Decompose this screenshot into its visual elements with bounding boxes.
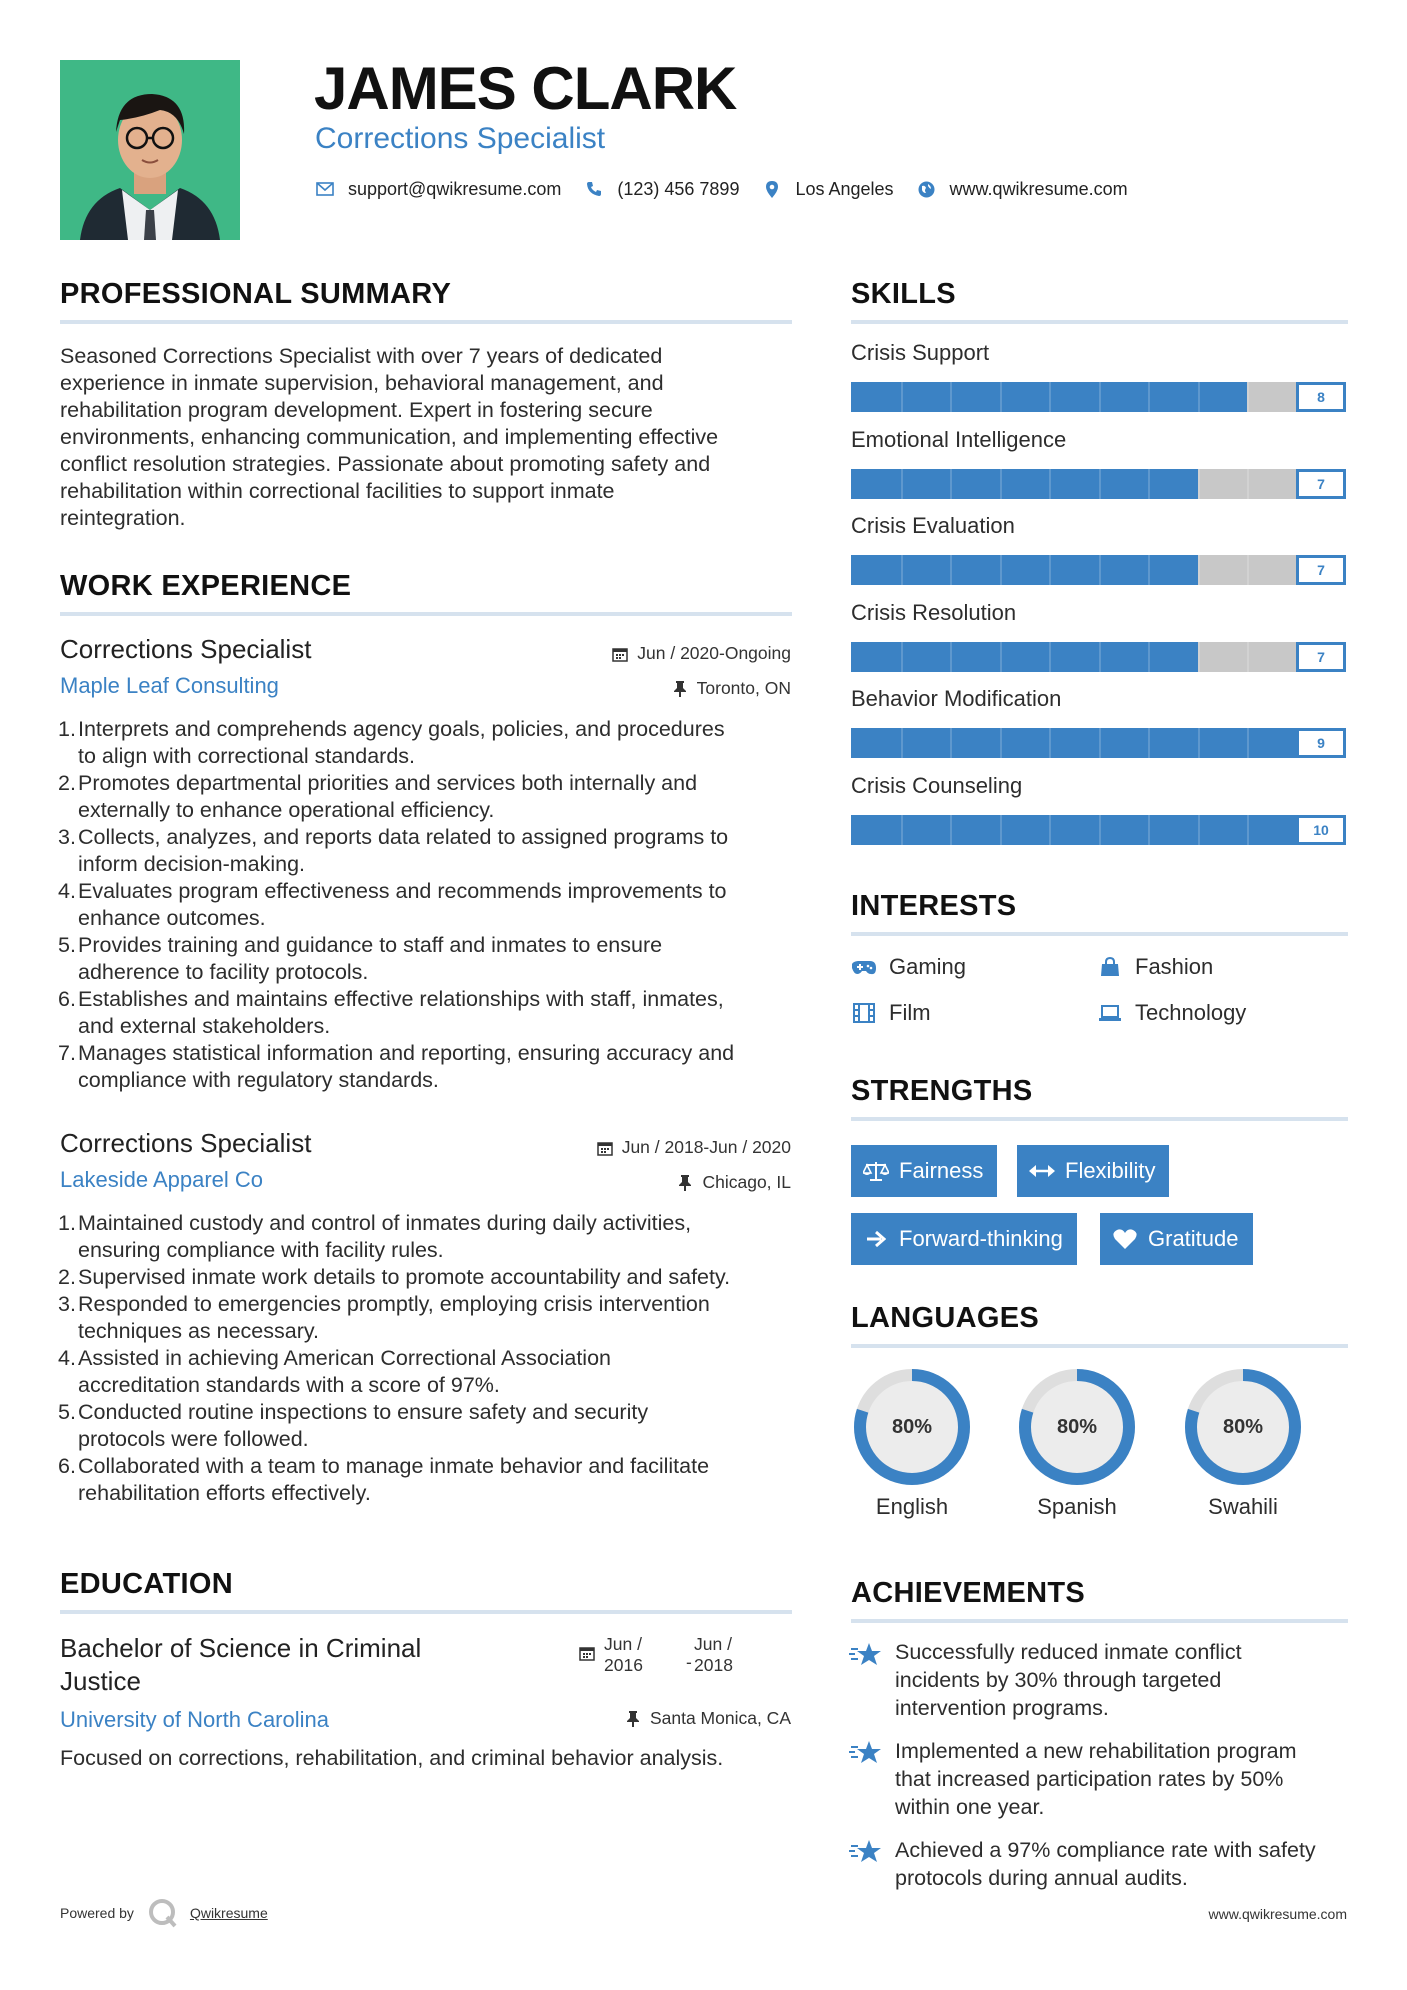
experience-heading: WORK EXPERIENCE: [60, 570, 352, 602]
strengths-heading: STRENGTHS: [851, 1075, 1033, 1107]
duty-line: Establishes and maintains effective relationships with staff, inmates,: [78, 987, 724, 1011]
skill-name: Crisis Evaluation: [851, 513, 1015, 538]
summary-line: Seasoned Corrections Specialist with over 7 years of dedicated: [60, 344, 663, 368]
skill-bar-divider: [1000, 469, 1002, 499]
languages-rule: [851, 1344, 1348, 1348]
skill-bar-divider: [1198, 728, 1200, 758]
skill-bar-divider: [1000, 555, 1002, 585]
film-icon: [851, 1002, 877, 1024]
job-title: Corrections Specialist: [60, 634, 312, 664]
skill-bar-divider: [1247, 382, 1249, 412]
duty-line: Manages statistical information and reporting, ensuring accuracy and: [78, 1041, 735, 1065]
duty-line: rehabilitation efforts effectively.: [78, 1481, 371, 1505]
trophy-star-icon: [849, 1739, 883, 1769]
skill-bar-divider: [1099, 728, 1101, 758]
skill-name: Emotional Intelligence: [851, 426, 1067, 452]
education-description: Focused on corrections, rehabilitation, and criminal behavior analysis.: [60, 1746, 724, 1770]
laptop-icon: [1097, 1002, 1123, 1024]
duty-line: compliance with regulatory standards.: [78, 1068, 439, 1092]
skill-bar-divider: [1049, 555, 1051, 585]
achievement-line: Achieved a 97% compliance rate with safety: [895, 1838, 1316, 1862]
candidate-role: Corrections Specialist: [315, 122, 606, 155]
achievement-line: protocols during annual audits.: [895, 1866, 1188, 1890]
qwikresume-logo-icon: [148, 1898, 178, 1928]
skill-bar-divider: [1198, 382, 1200, 412]
achievement-line: that increased participation rates by 50%: [895, 1767, 1284, 1791]
summary-text: [60, 343, 800, 532]
globe-icon: [916, 178, 938, 200]
list-item: 6. Establishes and maintains effective relationships with staff, inmates, and external stakeholders.: [78, 986, 800, 1040]
summary-rule: [60, 320, 792, 324]
pushpin-icon: [676, 1174, 694, 1192]
job-date-text: Jun / 2020-Ongoing: [637, 643, 791, 663]
skill-bar-divider: [950, 382, 952, 412]
skill-bar-divider: [1049, 469, 1051, 499]
skill-bar-divider: [1198, 555, 1200, 585]
language-item: [1182, 1366, 1304, 1520]
interest-label: Gaming: [889, 954, 967, 979]
skill-bar-divider: [1049, 642, 1051, 672]
list-item: 5. Conducted routine inspections to ensure safety and security protocols were followed.: [78, 1399, 800, 1453]
skill-bar-divider: [1247, 555, 1249, 585]
skill-bar-divider: [1148, 469, 1150, 499]
skill-bar-divider: [1148, 555, 1150, 585]
pushpin-icon: [624, 1710, 642, 1728]
skill-bar-divider: [1148, 642, 1150, 672]
list-item: 4. Evaluates program effectiveness and recommends improvements to enhance outcomes.: [78, 878, 800, 932]
start-year: 2016: [604, 1655, 643, 1675]
skill-name: Behavior Modification: [851, 686, 1062, 711]
skills-rule: [851, 320, 1348, 324]
language-item: [851, 1366, 973, 1520]
skill-bar-divider: [1247, 642, 1249, 672]
list-item: 7. Manages statistical information and reporting, ensuring accuracy and compliance with regulatory standards.: [78, 1040, 800, 1094]
skill-bar-fill: [851, 469, 1198, 499]
language-percent: 80%: [1056, 1415, 1098, 1438]
duty-line: techniques as necessary.: [78, 1319, 320, 1343]
achievements-rule: [851, 1619, 1348, 1623]
duty-line: externally to enhance operational efficiency.: [78, 798, 495, 822]
duty-line: Interprets and comprehends agency goals, policies, and procedures: [78, 717, 725, 741]
degree-line: Justice: [60, 1666, 141, 1696]
duty-line: protocols were followed.: [78, 1427, 309, 1451]
company-name: Lakeside Apparel Co: [60, 1167, 264, 1192]
education-location-text: Santa Monica, CA: [649, 1708, 791, 1728]
arrow-right-icon: [863, 1228, 889, 1250]
language-ring: [851, 1366, 973, 1488]
duty-line: Conducted routine inspections to ensure safety and security: [78, 1400, 649, 1424]
interest-fashion: [1097, 954, 1213, 980]
strength-forward-thinking: [851, 1213, 1077, 1265]
skill-bar: [851, 728, 1346, 758]
summary-line: experience in inmate supervision, behavioral management, and: [60, 371, 664, 395]
list-item: 2. Supervised inmate work details to promote accountability and safety.: [78, 1264, 800, 1291]
gamepad-icon: [851, 956, 877, 978]
skill-bar-fill: [851, 555, 1198, 585]
brand-link[interactable]: Qwikresume: [189, 1905, 268, 1921]
skill-bar-divider: [1099, 382, 1101, 412]
contact-bar: [314, 178, 1150, 200]
summary-line: rehabilitation program development. Expert in fostering secure: [60, 398, 653, 422]
skill-bar-fill: [851, 642, 1198, 672]
skill-bar-divider: [901, 469, 903, 499]
skill-bar-divider: [1198, 642, 1200, 672]
education-heading: EDUCATION: [60, 1568, 233, 1600]
job-date-text: Jun / 2018-Jun / 2020: [621, 1137, 791, 1157]
skill-bar-divider: [1198, 815, 1200, 845]
skill-bar-divider: [1000, 642, 1002, 672]
strength-label: Gratitude: [1148, 1226, 1239, 1251]
duty-line: Responded to emergencies promptly, employing crisis intervention: [78, 1292, 710, 1316]
education-date: [578, 1634, 733, 1676]
job-location: [676, 1172, 791, 1193]
languages-heading: LANGUAGES: [851, 1302, 1039, 1334]
strength-label: Forward-thinking: [899, 1226, 1063, 1251]
skill-bar-divider: [950, 642, 952, 672]
skill-bar: [851, 642, 1346, 672]
calendar-icon: [611, 645, 629, 663]
skill-bar-divider: [950, 815, 952, 845]
skill-name: Crisis Support: [851, 340, 990, 365]
end-year: 2018: [694, 1655, 733, 1675]
skill-bar-divider: [1198, 469, 1200, 499]
skill-bar-divider: [1049, 815, 1051, 845]
skill-bar-divider: [901, 728, 903, 758]
shopping-bag-icon: [1097, 956, 1123, 978]
strength-gratitude: [1100, 1213, 1253, 1265]
duty-line: accreditation standards with a score of 97%.: [78, 1373, 500, 1397]
strength-flexibility: [1017, 1145, 1169, 1197]
skill-bar-divider: [1148, 815, 1150, 845]
contact-email[interactable]: [314, 178, 561, 200]
candidate-name: JAMES CLARK: [314, 55, 737, 122]
contact-location: [761, 178, 893, 200]
list-item: 5. Provides training and guidance to staff and inmates to ensure adherence to facility protocols.: [78, 932, 800, 986]
map-pin-icon: [761, 178, 783, 200]
location-text: Los Angeles: [795, 178, 894, 199]
job-location-text: Chicago, IL: [702, 1172, 791, 1192]
list-item: 6. Collaborated with a team to manage inmate behavior and facilitate rehabilitation efforts effectively.: [78, 1453, 800, 1507]
education-location: [624, 1708, 791, 1729]
interests-heading: INTERESTS: [851, 890, 1017, 922]
duty-line: Promotes departmental priorities and services both internally and: [78, 771, 698, 795]
skill-level-badge: 7: [1296, 642, 1346, 672]
achievement-item: [895, 1737, 1355, 1821]
duty-line: Collaborated with a team to manage inmate behavior and facilitate: [78, 1454, 710, 1478]
duty-line: Supervised inmate work details to promote accountability and safety.: [78, 1265, 731, 1289]
skill-bar-divider: [1247, 469, 1249, 499]
job-location-text: Toronto, ON: [696, 678, 791, 698]
duty-line: Maintained custody and control of inmates during daily activities,: [78, 1211, 692, 1235]
interest-technology: [1097, 1000, 1246, 1026]
achievement-line: within one year.: [895, 1795, 1045, 1819]
skill-bar-divider: [1247, 728, 1249, 758]
skill-bar-divider: [950, 469, 952, 499]
list-item: 1. Maintained custody and control of inmates during daily activities, ensuring compliance with facility rules.: [78, 1210, 800, 1264]
skill-bar-divider: [1000, 728, 1002, 758]
end-month: Jun /: [694, 1634, 732, 1654]
footer-url[interactable]: www.qwikresume.com: [1208, 1906, 1347, 1922]
heart-icon: [1112, 1228, 1138, 1250]
language-item: [1016, 1366, 1138, 1520]
achievement-line: incidents by 30% through targeted: [895, 1668, 1222, 1692]
skill-name: Crisis Counseling: [851, 772, 1023, 798]
strength-fairness: [851, 1145, 997, 1197]
education-start: [604, 1634, 686, 1676]
achievement-item: [895, 1638, 1355, 1722]
skill-bar-fill: [851, 728, 1297, 758]
trophy-star-icon: [849, 1641, 883, 1671]
degree-line: Bachelor of Science in Criminal: [60, 1633, 422, 1663]
interest-label: Fashion: [1135, 954, 1214, 979]
calendar-icon: [578, 1644, 596, 1662]
skill-name: Crisis Resolution: [851, 599, 1017, 625]
duty-list: [60, 716, 800, 1094]
skill-level-badge: 7: [1296, 555, 1346, 585]
language-name: Swahili: [1208, 1494, 1278, 1519]
experience-rule: [60, 612, 792, 616]
duty-line: Collects, analyzes, and reports data related to assigned programs to: [78, 825, 729, 849]
language-ring: [1016, 1366, 1138, 1488]
achievement-item: [895, 1836, 1355, 1892]
balance-scale-icon: [863, 1160, 889, 1182]
website-text: www.qwikresume.com: [949, 178, 1128, 199]
list-item: 3. Collects, analyzes, and reports data related to assigned programs to inform decision-making.: [78, 824, 800, 878]
language-name: English: [875, 1494, 949, 1519]
strength-label: Flexibility: [1065, 1158, 1156, 1183]
skill-bar-divider: [901, 815, 903, 845]
language-percent: 80%: [1222, 1415, 1264, 1438]
skill-bar: [851, 382, 1346, 412]
summary-line: environments, enhancing communication, and implementing effective: [60, 425, 719, 449]
language-ring: [1182, 1366, 1304, 1488]
skill-bar-divider: [1049, 382, 1051, 412]
school-name: University of North Carolina: [60, 1707, 329, 1732]
degree-title: [60, 1632, 421, 1698]
phone-icon: [583, 178, 605, 200]
footer-powered-by: [60, 1898, 268, 1928]
email-text: support@qwikresume.com: [348, 178, 562, 199]
calendar-icon: [596, 1139, 614, 1157]
skill-bar-divider: [1049, 728, 1051, 758]
education-end: [694, 1634, 733, 1676]
duty-list: [60, 1210, 800, 1507]
skill-bar: [851, 469, 1346, 499]
achievement-line: Successfully reduced inmate conflict: [895, 1640, 1242, 1664]
start-month: Jun /: [604, 1634, 642, 1654]
contact-phone[interactable]: [583, 178, 739, 200]
achievements-heading: ACHIEVEMENTS: [851, 1577, 1086, 1609]
summary-line: reintegration.: [60, 506, 186, 530]
skill-level-badge: 8: [1296, 382, 1346, 412]
envelope-icon: [314, 178, 336, 200]
skill-bar-divider: [1099, 555, 1101, 585]
duty-line: enhance outcomes.: [78, 906, 266, 930]
powered-by-text: Powered by: [60, 1905, 134, 1921]
skill-bar: [851, 815, 1346, 845]
language-name: Spanish: [1037, 1494, 1117, 1519]
interest-film: [851, 1000, 931, 1026]
pushpin-icon: [671, 680, 689, 698]
skill-level-badge: 7: [1296, 469, 1346, 499]
interest-label: Technology: [1135, 1000, 1247, 1025]
summary-line: rehabilitation within correctional facilities to support inmate: [60, 479, 615, 503]
language-percent: 80%: [891, 1415, 933, 1438]
list-item: 1. Interprets and comprehends agency goals, policies, and procedures to align with correctional standards.: [78, 716, 800, 770]
duty-line: and external stakeholders.: [78, 1014, 331, 1038]
skill-bar-divider: [1000, 382, 1002, 412]
duty-line: inform decision-making.: [78, 852, 306, 876]
duty-line: Evaluates program effectiveness and recommends improvements to: [78, 879, 727, 903]
skill-bar-divider: [1148, 728, 1150, 758]
trophy-star-icon: [849, 1838, 883, 1868]
contact-website[interactable]: [916, 178, 1128, 200]
skill-bar-divider: [901, 382, 903, 412]
skill-bar-divider: [901, 642, 903, 672]
interests-rule: [851, 932, 1348, 936]
phone-text: (123) 456 7899: [617, 178, 740, 199]
company-name: Maple Leaf Consulting: [60, 673, 279, 698]
education-rule: [60, 1610, 792, 1614]
achievement-line: Implemented a new rehabilitation program: [895, 1739, 1297, 1763]
skill-bar-divider: [1099, 469, 1101, 499]
duty-line: adherence to facility protocols.: [78, 960, 369, 984]
summary-line: conflict resolution strategies. Passionate about promoting safety and: [60, 452, 711, 476]
interest-label: Film: [889, 1000, 931, 1025]
job-location: [671, 678, 791, 699]
skill-bar-divider: [950, 728, 952, 758]
skills-heading: SKILLS: [851, 278, 956, 310]
job-title: Corrections Specialist: [60, 1128, 312, 1158]
date-separator: -: [686, 1652, 692, 1672]
skill-bar-divider: [1099, 642, 1101, 672]
skill-bar-divider: [901, 555, 903, 585]
skill-level-badge: 9: [1296, 728, 1346, 758]
strength-label: Fairness: [899, 1158, 984, 1183]
skill-bar-divider: [1148, 382, 1150, 412]
skill-bar-divider: [1099, 815, 1101, 845]
skill-bar-divider: [950, 555, 952, 585]
duty-line: Assisted in achieving American Correctional Association: [78, 1346, 611, 1370]
duty-line: to align with correctional standards.: [78, 744, 416, 768]
skill-level-badge: 10: [1296, 815, 1346, 845]
list-item: 3. Responded to emergencies promptly, employing crisis intervention techniques as necessary.: [78, 1291, 800, 1345]
summary-heading: PROFESSIONAL SUMMARY: [60, 278, 452, 310]
job-date: [611, 643, 791, 664]
duty-line: Provides training and guidance to staff and inmates to ensure: [78, 933, 663, 957]
achievement-line: intervention programs.: [895, 1696, 1109, 1720]
skill-bar: [851, 555, 1346, 585]
duty-line: ensuring compliance with facility rules.: [78, 1238, 444, 1262]
list-item: 2. Promotes departmental priorities and services both internally and externally to enhance operational efficiency.: [78, 770, 800, 824]
strengths-rule: [851, 1117, 1348, 1121]
skill-bar-divider: [1247, 815, 1249, 845]
interest-gaming: [851, 954, 966, 980]
job-date: [596, 1137, 791, 1158]
list-item: 4. Assisted in achieving American Correctional Association accreditation standards with a score of 97%.: [78, 1345, 800, 1399]
skill-bar-divider: [1000, 815, 1002, 845]
profile-photo: [60, 60, 240, 240]
arrows-horizontal-icon: [1029, 1160, 1055, 1182]
